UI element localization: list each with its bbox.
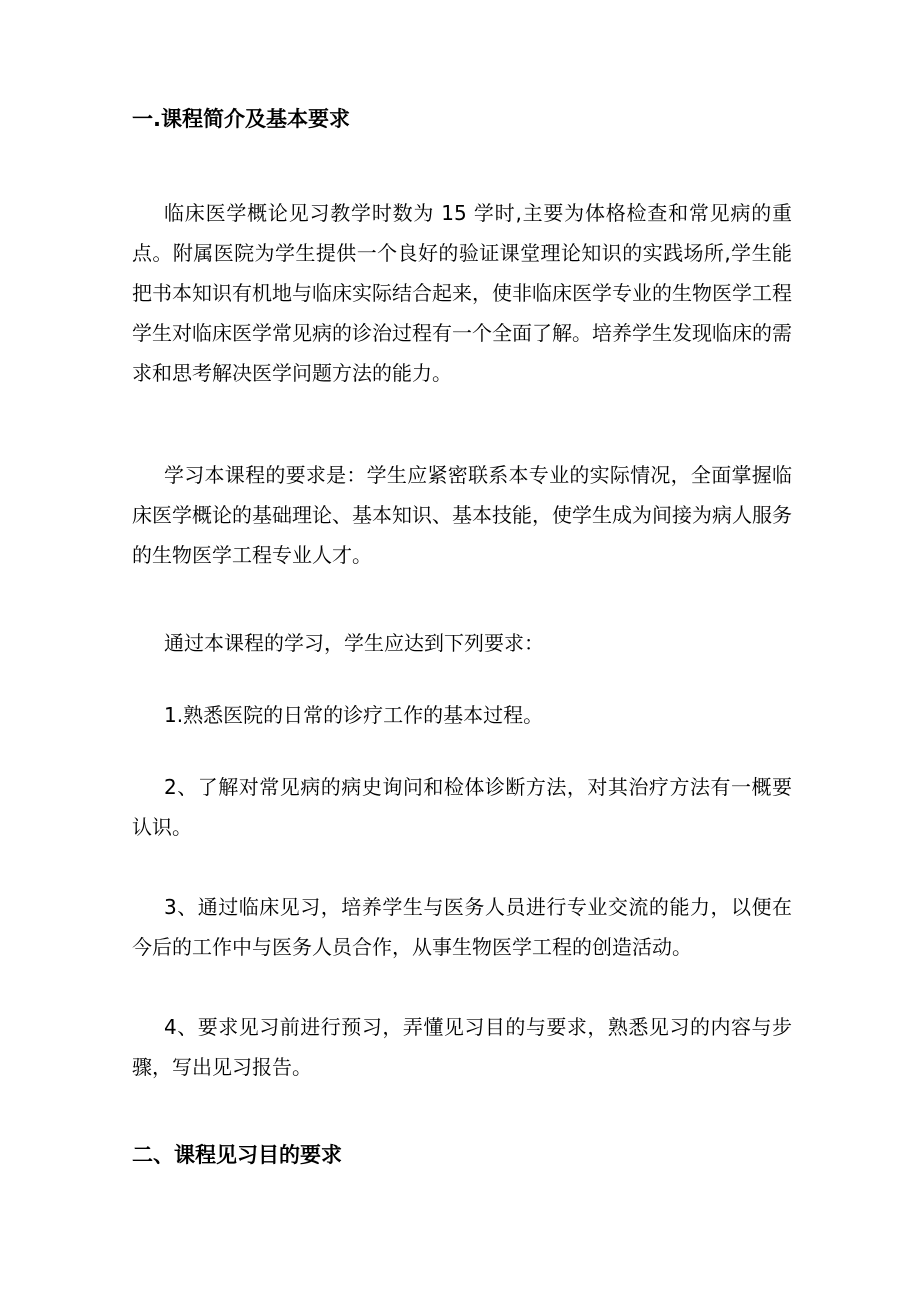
list-item-2: 2、了解对常见病的病史询问和检体诊断方法，对其治疗方法有一概要认识。 bbox=[132, 775, 792, 839]
paragraph-course-requirements: 学习本课程的要求是：学生应紧密联系本专业的实际情况，全面掌握临床医学概论的基础理论、基本知识、基本技能，使学生成为间接为病人服务的生物医学工程专业人才。 bbox=[132, 463, 792, 567]
paragraph-goals-intro: 通过本课程的学习，学生应达到下列要求： bbox=[164, 631, 544, 655]
list-item-4: 4、要求见习前进行预习，弄懂见习目的与要求，熟悉见习的内容与步骤，写出见习报告。 bbox=[132, 1015, 792, 1079]
section-heading-1: 一.课程简介及基本要求 bbox=[132, 107, 350, 131]
section-heading-2: 二、课程见习目的要求 bbox=[132, 1143, 342, 1167]
list-item-1: 1.熟悉医院的日常的诊疗工作的基本过程。 bbox=[164, 703, 544, 727]
list-item-3: 3、通过临床见习，培养学生与医务人员进行专业交流的能力，以便在今后的工作中与医务人员合作，从事生物医学工程的创造活动。 bbox=[132, 895, 792, 959]
paragraph-course-intro: 临床医学概论见习教学时数为 15 学时,主要为体格检查和常见病的重点。附属医院为学生提供一个良好的验证课堂理论知识的实践场所,学生能把书本知识有机地与临床实际结合起来，使非临床医学专业的生物医学工程学生对临床医学常见病的诊治过程有一个全面了解。培养学生发现临床的需求和思考解决医学问题方法的能力。 bbox=[132, 201, 792, 385]
